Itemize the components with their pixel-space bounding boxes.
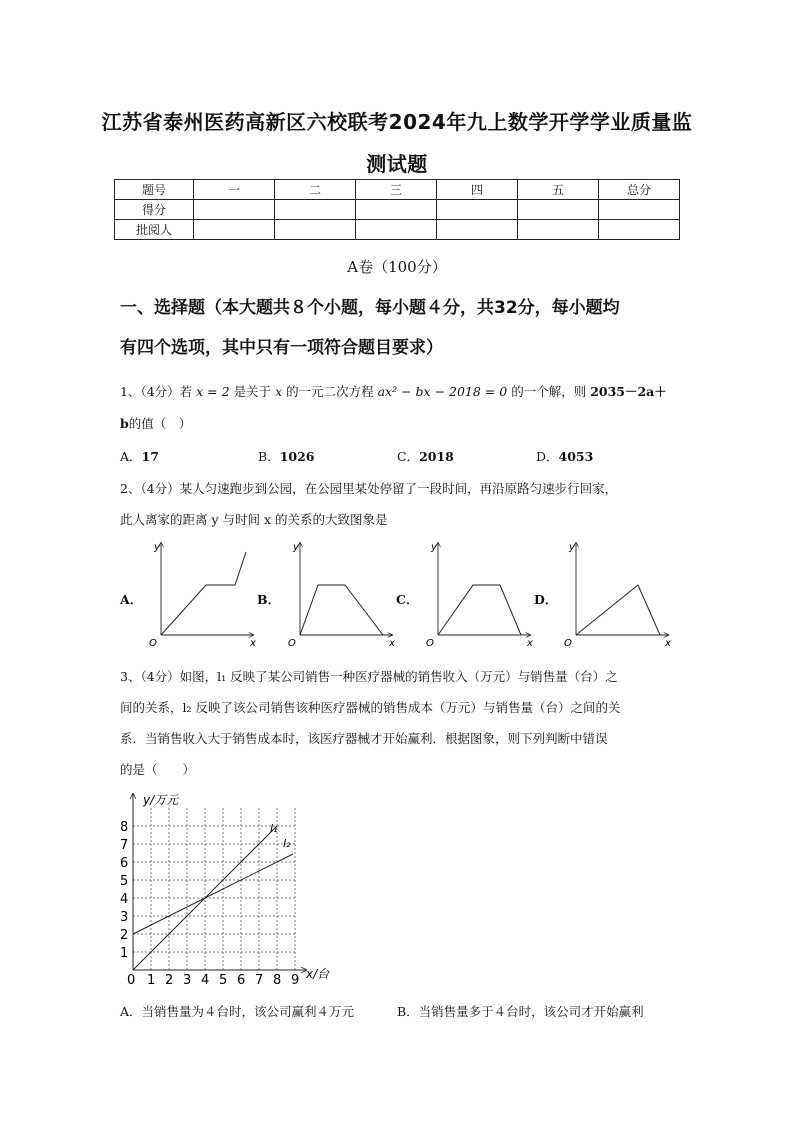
y-axis-label: y <box>569 542 575 553</box>
y-tick-label: 3 <box>120 910 129 925</box>
reviewer-cell[interactable] <box>437 220 518 240</box>
y-tick-label: 0 <box>127 973 136 988</box>
x-axis-label: x <box>250 638 256 649</box>
y-tick-label: 8 <box>120 820 129 835</box>
score-row <box>115 200 680 220</box>
y-tick-label: 1 <box>120 946 129 961</box>
origin-label: O <box>564 638 572 649</box>
q1-stem-end: 的值（ ） <box>128 416 192 431</box>
origin-label: O <box>288 638 296 649</box>
reviewer-cell[interactable] <box>599 220 680 240</box>
q1-prefix: 1、（4分）若 <box>120 384 193 399</box>
y-tick-label: 6 <box>120 856 129 871</box>
header-cell: 二 <box>275 180 356 200</box>
q2-option-c-label[interactable]: C． <box>396 592 419 607</box>
graph-c-line <box>438 585 521 635</box>
option-label: C． <box>397 449 420 464</box>
row-label: 得分 <box>115 200 194 220</box>
reviewer-cell[interactable] <box>356 220 437 240</box>
y-axis-label: y <box>154 542 160 553</box>
y-axis-label: y <box>431 542 437 553</box>
score-cell[interactable] <box>599 200 680 220</box>
q2-graphs <box>140 540 680 650</box>
reviewer-row <box>115 220 680 240</box>
x-tick-label: 7 <box>255 973 264 988</box>
x-axis-label: x <box>389 638 395 649</box>
score-table-header-row <box>115 180 680 200</box>
graph-d-line <box>576 585 660 635</box>
q2-graph-c <box>426 542 533 649</box>
l2-label: l₂ <box>283 837 291 850</box>
q3-option-b[interactable]: B．当销售量多于４台时，该公司才开始赢利 <box>397 1004 644 1019</box>
q1-equation: ax² − bx − 2018 = 0 <box>377 384 508 399</box>
reviewer-cell[interactable] <box>194 220 275 240</box>
option-value: 1026 <box>279 449 315 464</box>
score-cell[interactable] <box>356 200 437 220</box>
reviewer-cell[interactable] <box>275 220 356 240</box>
x-tick-label: 4 <box>201 973 210 988</box>
x-axis-label: x <box>527 638 533 649</box>
option-value: 4053 <box>558 449 594 464</box>
q1-condition: x = 2 <box>196 384 230 399</box>
origin-label: O <box>149 638 157 649</box>
q1-stem-line1 <box>120 378 680 406</box>
y-tick-label: 5 <box>120 874 129 889</box>
y-axis-label: y <box>293 542 299 553</box>
q1-option-d[interactable] <box>536 443 593 471</box>
section-one-heading-line1: 一、选择题（本大题共８个小题，每小题４分，共32分，每小题均 <box>120 298 620 318</box>
score-table <box>114 179 680 240</box>
q1-option-a[interactable] <box>120 443 159 471</box>
line-l2 <box>133 854 293 934</box>
q3-option-a[interactable]: A．当销售量为４台时，该公司赢利４万元 <box>120 1004 355 1019</box>
q1-option-b[interactable] <box>258 443 314 471</box>
q2-option-a-label[interactable]: A． <box>120 592 143 607</box>
origin-label: O <box>426 638 434 649</box>
q3-stem-line3: 系．当销售收入大于销售成本时，该医疗器械才开始赢利．根据图象，则下列判断中错误 <box>120 731 608 746</box>
q3-x-ticks <box>147 973 299 988</box>
header-cell: 四 <box>437 180 518 200</box>
l1-label: l₁ <box>270 822 278 835</box>
q2-option-d-label[interactable]: D． <box>534 592 558 607</box>
q2-option-b-label[interactable]: B． <box>257 592 281 607</box>
score-cell[interactable] <box>518 200 599 220</box>
section-a-title: A卷（100分） <box>347 258 447 276</box>
x-tick-label: 6 <box>237 973 246 988</box>
option-label: A． <box>120 449 142 464</box>
header-cell: 总分 <box>599 180 680 200</box>
option-value: 17 <box>141 449 159 464</box>
q2-graph-d <box>564 542 671 649</box>
q2-stem-line1: 2、（4分）某人匀速跑步到公园，在公园里某处停留了一段时间，再沿原路匀速步行回家， <box>120 481 618 496</box>
document-title-line2: 测试题 <box>366 152 428 176</box>
option-label: D． <box>536 449 559 464</box>
document-title-line1: 江苏省泰州医药高新区六校联考2024年九上数学开学学业质量监 <box>101 110 693 134</box>
q1-option-c[interactable] <box>397 443 454 471</box>
q1-expression-b: b <box>120 416 129 431</box>
graph-a-line <box>161 552 246 635</box>
q1-mid3: 的一个解，则 <box>511 384 587 399</box>
q1-mid1: 是关于 <box>233 384 272 399</box>
x-tick-label: 3 <box>183 973 192 988</box>
q3-stem-line2: 间的关系，l₂ 反映了该公司销售该种医疗器械的销售成本（万元）与销售量（台）之间的关 <box>120 700 621 715</box>
header-cell: 题号 <box>115 180 194 200</box>
q3-y-axis-label: y/万元 <box>143 793 179 807</box>
score-cell[interactable] <box>275 200 356 220</box>
q2-stem-line2: 此人离家的距离 y 与时间 x 的关系的大致图象是 <box>120 512 388 527</box>
x-tick-label: 8 <box>273 973 282 988</box>
q1-mid2: 的一元二次方程 <box>286 384 374 399</box>
y-tick-label: 7 <box>120 838 129 853</box>
q1-stem-line2 <box>120 410 680 438</box>
header-cell: 三 <box>356 180 437 200</box>
x-axis-label: x <box>665 638 671 649</box>
score-cell[interactable] <box>437 200 518 220</box>
row-label: 批阅人 <box>115 220 194 240</box>
header-cell: 五 <box>518 180 599 200</box>
header-cell: 一 <box>194 180 275 200</box>
reviewer-cell[interactable] <box>518 220 599 240</box>
q1-variable: x <box>275 384 283 399</box>
x-tick-label: 5 <box>219 973 228 988</box>
q3-stem-line4: 的是（ ） <box>120 762 196 777</box>
q1-expression: 2035－2a＋ <box>590 384 667 399</box>
q3-stem-line1: 3、（4分）如图，l₁ 反映了某公司销售一种医疗器械的销售收入（万元）与销售量（台）之 <box>120 669 618 684</box>
option-value: 2018 <box>419 449 454 464</box>
graph-b-line <box>300 585 383 635</box>
x-tick-label: 9 <box>291 973 300 988</box>
x-tick-label: 2 <box>165 973 174 988</box>
q3-x-axis-label: x/台 <box>306 967 330 981</box>
q3-graph <box>116 788 346 988</box>
y-tick-label: 2 <box>120 928 129 943</box>
option-label: B． <box>258 449 280 464</box>
q2-graph-a <box>149 542 256 649</box>
q2-graph-b <box>288 542 395 649</box>
section-one-heading-line2: 有四个选项，其中只有一项符合题目要求） <box>120 338 443 358</box>
y-tick-label: 4 <box>120 892 129 907</box>
x-tick-label: 1 <box>147 973 156 988</box>
score-cell[interactable] <box>194 200 275 220</box>
